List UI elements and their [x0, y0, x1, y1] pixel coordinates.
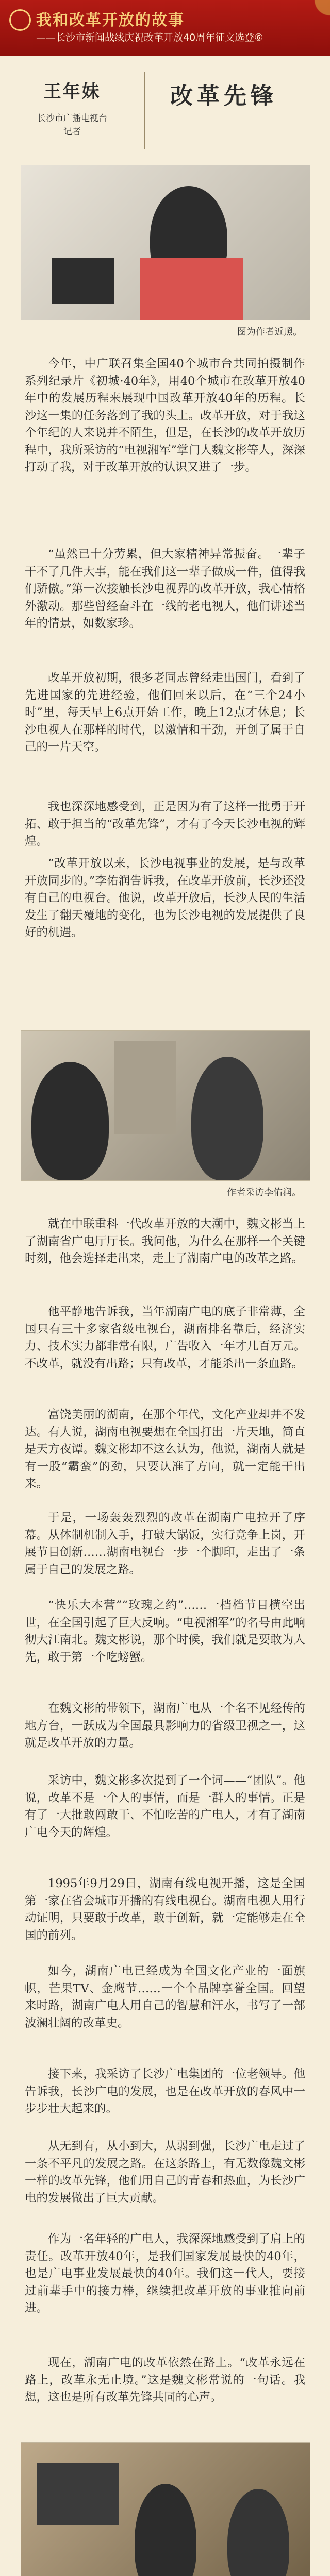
article-paragraph: 作为一名年轻的广电人，我深深地感受到了肩上的责任。改革开放40年，是我们国家发展最快的40年，也是广电事业发展最快的40年。我们这一代人，要接过前辈手中的接力棒，继续把改革开放的事业推向前进。 — [25, 2232, 305, 2315]
article-paragraph: 改革开放初期，很多老同志曾经走出国门，看到了先进国家的先进经验，他们回来以后，在“三个24小时”里，每天早上6点开始工作，晚上12点才休息；长沙电视人在那样的时代，以激情和干劲，开创了属于自己的一片天空。 — [25, 671, 305, 754]
interview-photo-2 — [21, 2442, 310, 2576]
article-paragraph: 今年，中广联召集全国40个城市台共同拍摄制作系列纪录片《初城·40年》，用40个城市在改革开放40年中的发展历程来展现中国改革开放40年的历程。长沙这一集的任务落到了我的头上。改革开放，对于我这个年纪的人来说并不陌生，但是，在长沙的改革开放历程中，我所采访的“电视湘军”掌门人魏文彬等人，深深打动了我，对于改革开放的认识又进了一步。 — [25, 357, 305, 474]
photo-caption-1: 图为作者近照。 — [237, 327, 302, 337]
author-role — [21, 112, 124, 139]
author-byline — [21, 77, 124, 139]
article-paragraph: 接下来，我采访了长沙广电集团的一位老领导。他告诉我，长沙广电的发展，也是在改革开放的春风中一步步壮大起来的。 — [25, 2067, 305, 2115]
author-role-line1: 长沙市广播电视台 — [37, 113, 107, 124]
article-paragraph: “改革开放以来，长沙电视事业的发展，是与改革开放同步的。”李佑润告诉我，在改革开放前，长沙还没有自己的电视台。他说，改革开放后，长沙人民的生活发生了翻天覆地的变化，也为长沙电视的发展提供了良好的机遇。 — [25, 857, 305, 939]
article-paragraph: “虽然已十分劳累，但大家精神异常振奋。一辈子干不了几件大事，能在我们这一辈子做成一件，值得我们骄傲。”第一次接触长沙电视界的改革开放，我心情格外激动。那些曾经奋斗在一线的老电视人，他们讲述当年的情景，如数家珍。 — [25, 548, 305, 630]
header-banner — [0, 0, 330, 56]
author-role-line2: 记者 — [63, 127, 81, 137]
article-paragraph: 我也深深地感受到，正是因为有了这样一批勇于开拓、敢于担当的“改革先锋”，才有了今天长沙电视的辉煌。 — [25, 800, 305, 848]
divider-line — [144, 72, 145, 149]
emblem-icon — [9, 9, 31, 31]
series-title: 我和改革开放的故事 — [36, 11, 185, 29]
article-paragraph: 1995年9月29日，湖南有线电视开播，这是全国第一家在省会城市开播的有线电视台。湖南电视人用行动证明，只要敢于改革，敢于创新，就一定能够走在全国的前列。 — [25, 1877, 305, 1942]
article-title: 改革先锋 — [170, 83, 277, 109]
article-paragraph: 富饶美丽的湖南，在那个年代，文化产业却并不发达。有人说，湖南电视要想在全国打出一片天地，简直是天方夜谭。魏文彬却不这么认为，他说，湖南人就是有一股“霸蛮”的劲，只要认准了方向，就一定能干出来。 — [25, 1408, 305, 1490]
article-paragraph: 于是，一场轰轰烈烈的改革在湖南广电拉开了序幕。从体制机制入手，打破大锅饭，实行竞争上岗，开展节目创新……湖南电视台一步一个脚印，走出了一条属于自己的发展之路。 — [25, 1511, 305, 1577]
decorative-curl — [268, 0, 330, 56]
article-paragraph: 就在中联重科一代改革开放的大潮中，魏文彬当上了湖南省广电厅厅长。我问他，为什么在那样一个关键时刻，他会选择走出来，走上了湖南广电的改革之路。 — [25, 1217, 305, 1265]
series-subtitle: ——长沙市新闻战线庆祝改革开放40周年征文选登⑥ — [36, 32, 263, 43]
article-paragraph: 采访中，魏文彬多次提到了一个词——“团队”。他说，改革不是一个人的事情，而是一群人的事情。正是有了一大批敢闯敢干、不怕吃苦的广电人，才有了湖南广电今天的辉煌。 — [25, 1774, 305, 1839]
interview-photo-1 — [21, 1030, 310, 1181]
photo-caption-2: 作者采访李佑润。 — [227, 1187, 301, 1198]
article-paragraph: 在魏文彬的带领下，湖南广电从一个名不见经传的地方台，一跃成为全国最具影响力的省级卫视之一，这就是改革开放的力量。 — [25, 1702, 305, 1750]
article-paragraph: 现在，湖南广电的改革依然在路上。“改革永远在路上，改革永无止境。”这是魏文彬常说的一句话。我想，这也是所有改革先锋共同的心声。 — [25, 2356, 305, 2404]
article-paragraph: 如今，湖南广电已经成为全国文化产业的一面旗帜，芒果TV、金鹰节……一个个品牌享誉全国。回望来时路，湖南广电人用自己的智慧和汗水，书写了一部波澜壮阔的改革史。 — [25, 1964, 305, 2030]
article-paragraph: 他平静地告诉我，当年湖南广电的底子非常薄，全国只有三十多家省级电视台，湖南排名靠后，经济实力、技术实力都非常有限，广告收入一年才几百万元。不改革，就没有出路；只有改革，才能杀出一条血路。 — [25, 1305, 305, 1370]
author-photo — [21, 165, 310, 320]
article-paragraph: 从无到有，从小到大，从弱到强，长沙广电走过了一条不平凡的发展之路。在这条路上，有无数像魏文彬一样的改革先锋，他们用自己的青春和热血，为长沙广电的发展做出了巨大贡献。 — [25, 2140, 305, 2205]
author-name: 王年妹 — [43, 81, 101, 102]
article-paragraph: “快乐大本营”“玫瑰之约”……一档档节目横空出世，在全国引起了巨大反响。“电视湘军”的名号由此响彻大江南北。魏文彬说，那个时候，我们就是要敢为人先，敢于第一个吃螃蟹。 — [25, 1599, 305, 1664]
